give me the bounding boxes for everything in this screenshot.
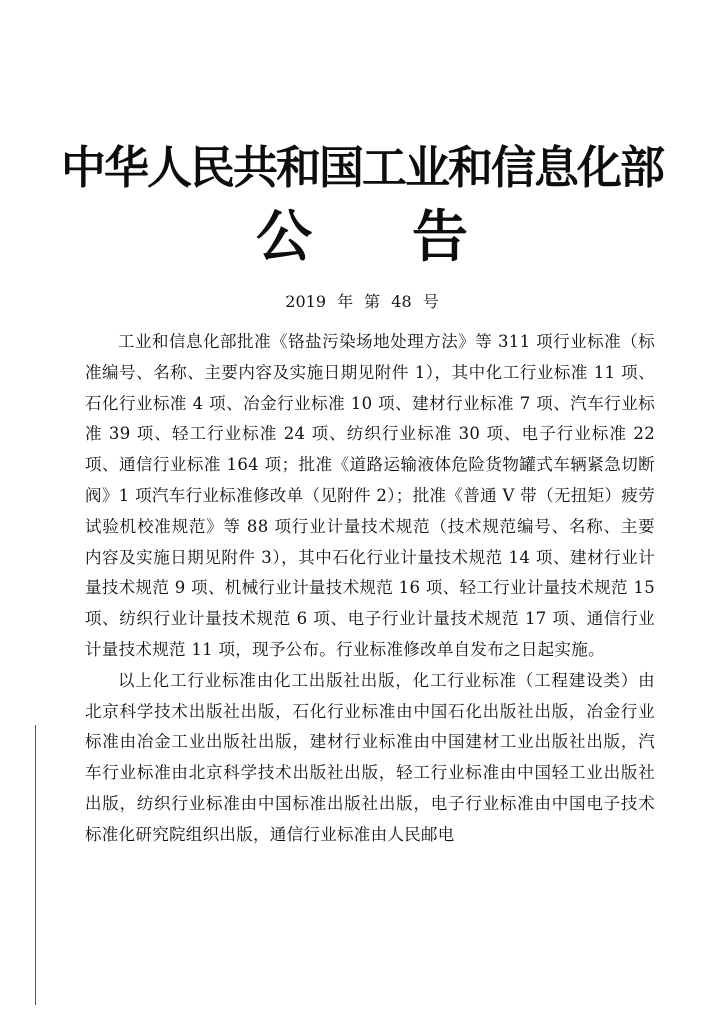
body-paragraph: 工业和信息化部批准《铬盐污染场地处理方法》等 311 项行业标准（标准编号、名称、主要内容及实施日期见附件 1），其中化工行业标准 11 项、石化行业标准 4 项、冶金行业标准 10 项、建材行业标准 7 项、汽车行业标准 39 项、轻工行业标准 24 项、纺织行业标准 30 项、电子行业标准 22 项、通信行业标准 164 项；批准《道路运输液体危险货物罐式车辆紧急切断阀》1 项汽车行业标准修改单（见附件 2）；批准《普通 V 带（无扭矩）疲劳试验机校准规范》等 88 项行业计量技术规范（技术规范编号、名称、主要内容及实施日期见附件 3），其中石化行业计量技术规范 14 项、建材行业计量技术规范 9 项、机械行业计量技术规范 16 项、轻工行业计量技术规范 15 项、纺织行业计量技术规范 6 项、电子行业计量技术规范 17 项、通信行业计量技术规范 11 项，现予公布。行业标准修改单自发布之日起实施。 — [85, 332, 655, 659]
body-paragraph: 以上化工行业标准由化工出版社出版，化工行业标准（工程建设类）由北京科学技术出版社出版，石化行业标准由中国石化出版社出版，冶金行业标准由冶金工业出版社出版，建材行业标准由中国建材工业出版社出版，汽车行业标准由北京科学技术出版社出版，轻工行业标准由中国轻工业出版社出版，纺织行业标准由中国标准出版社出版，电子行业标准由中国电子技术标准化研究院组织出版，通信行业标准由人民邮电 — [85, 670, 655, 844]
announcement-body — [85, 327, 655, 851]
scan-edge-line — [35, 725, 36, 1005]
title-char-gong: 公 — [256, 205, 312, 270]
title-char-gao: 告 — [412, 205, 468, 270]
document-number: 2019 年 第 48 号 — [285, 292, 439, 311]
issuer-heading: 中华人民共和国工业和信息化部 — [60, 141, 663, 194]
announcement-title — [0, 204, 724, 272]
